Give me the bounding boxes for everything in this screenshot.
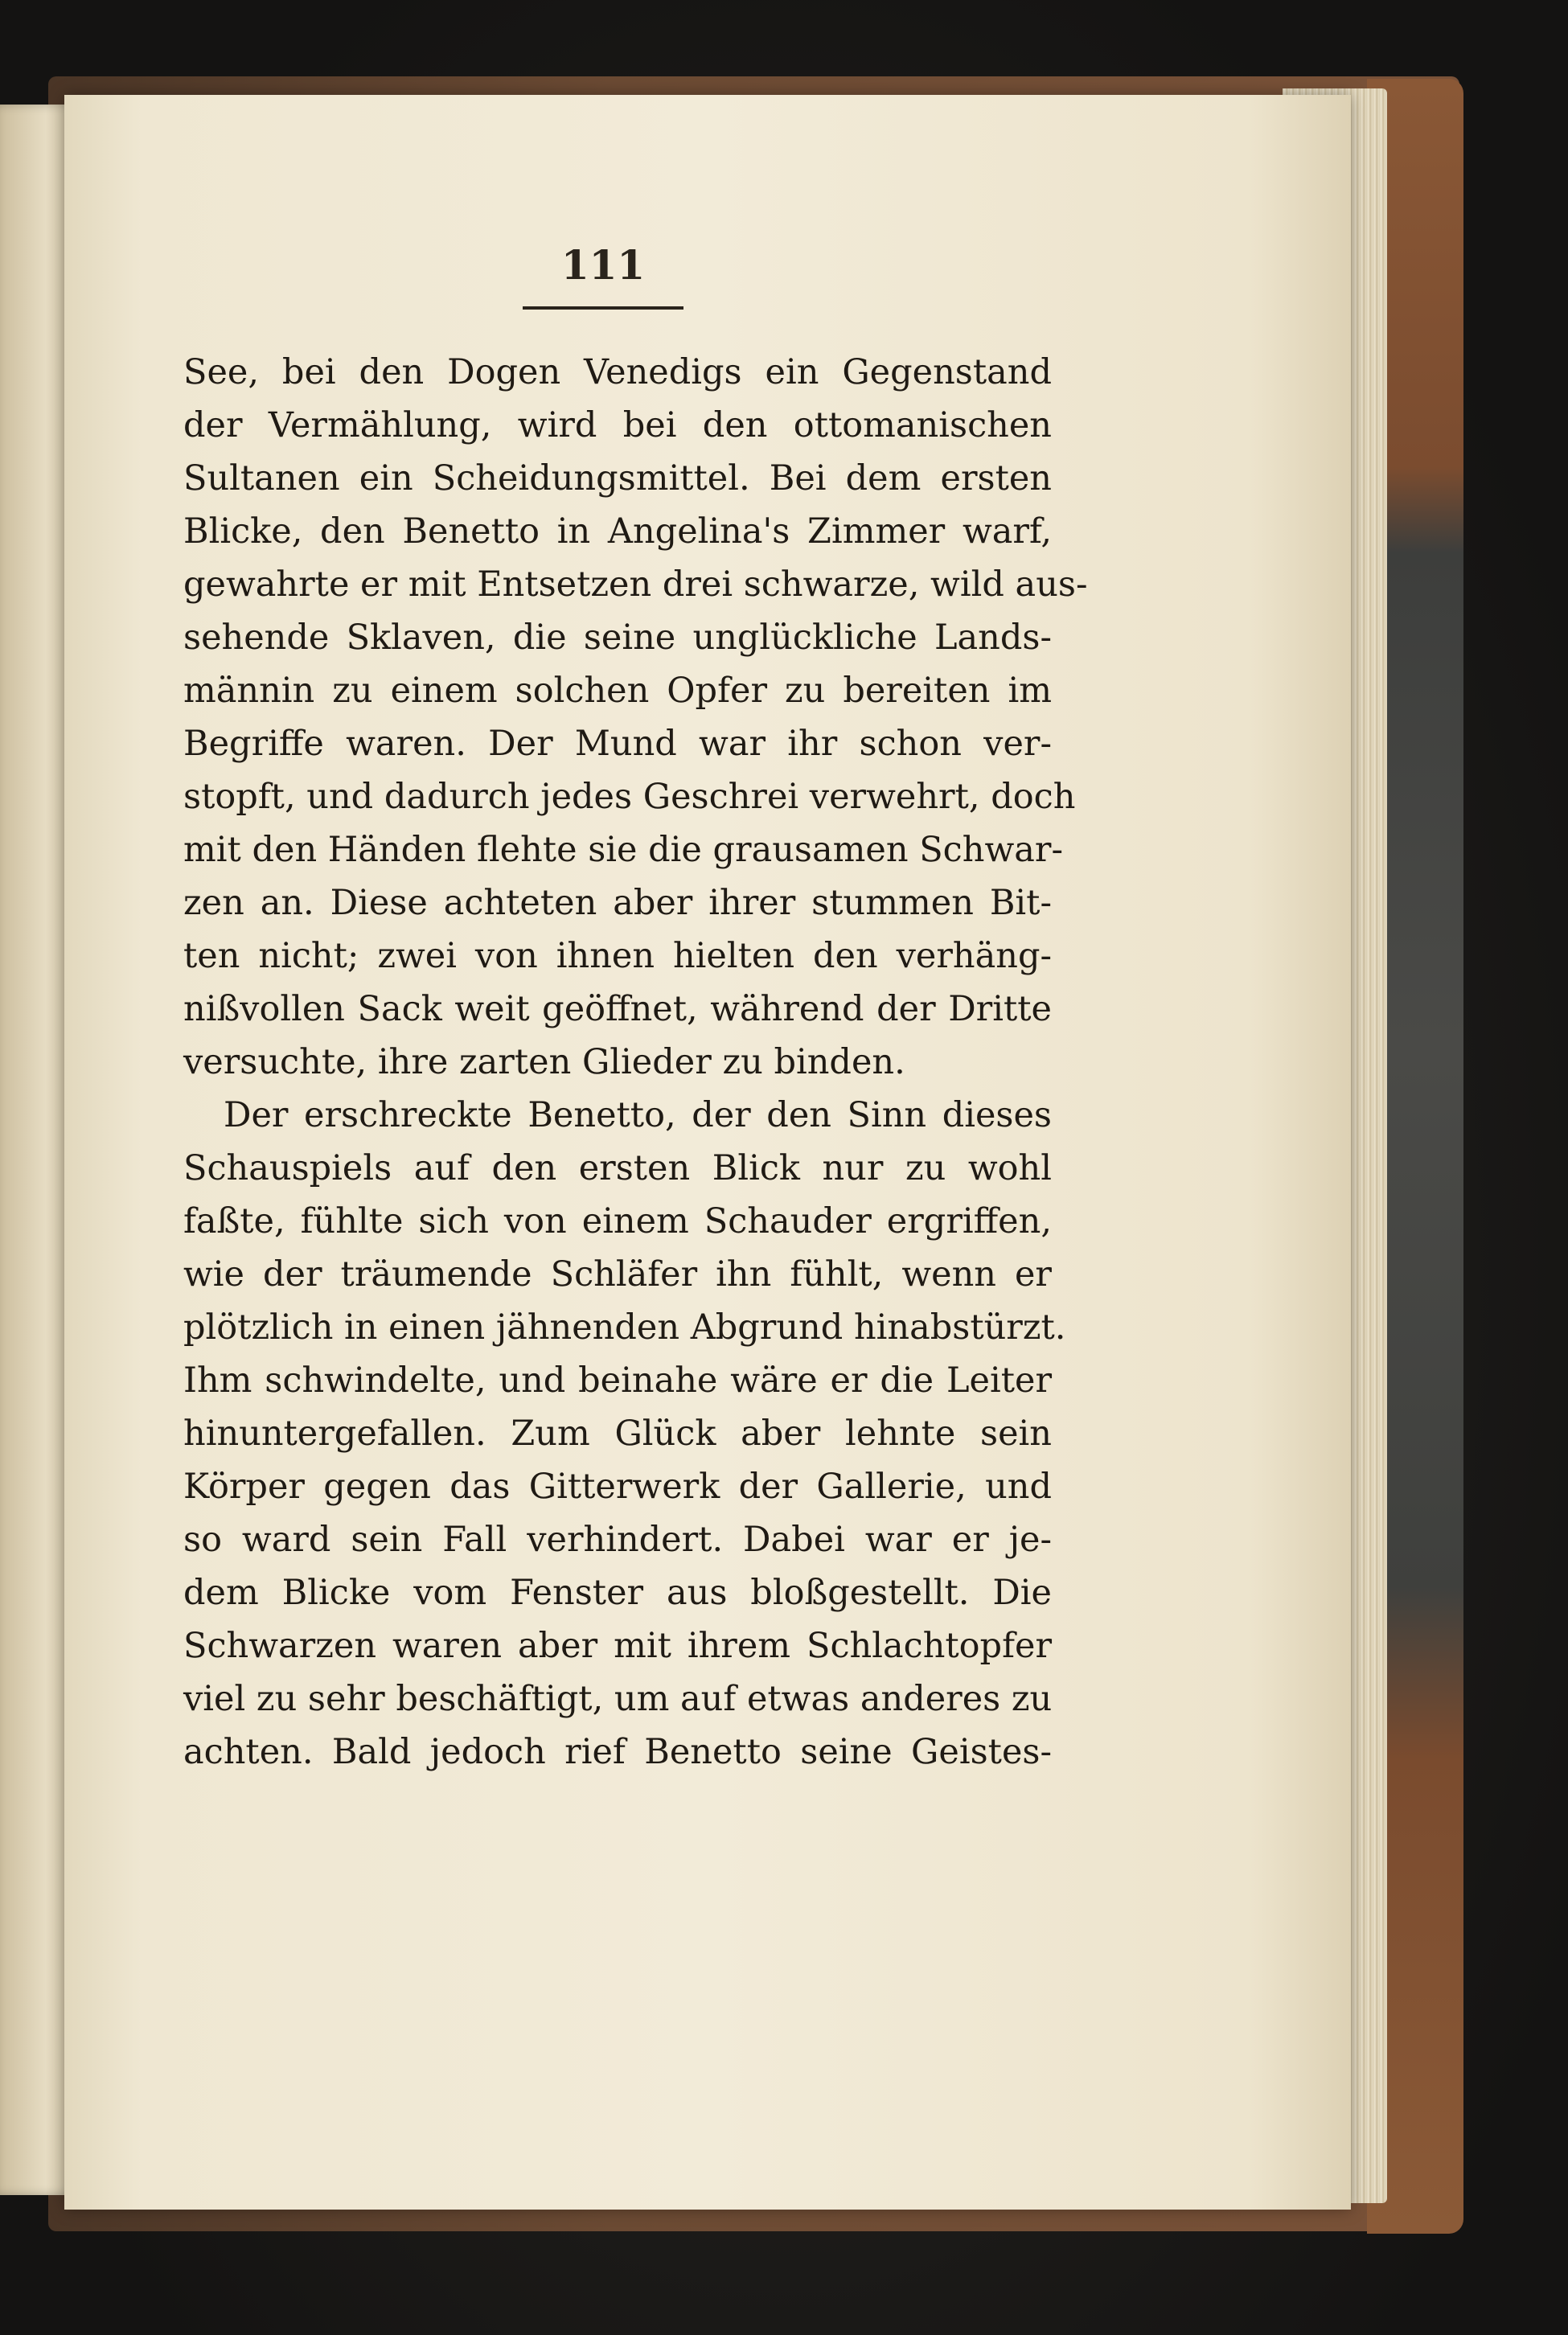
text-line: versuchte, ihre zarten Glieder zu binden. <box>183 1042 905 1082</box>
text-line: hinuntergefallen. Zum Glück aber lehnte sein <box>183 1414 1052 1454</box>
text-line: Sultanen ein Scheidungsmittel. Bei dem ersten <box>183 458 1052 499</box>
page-number-rule <box>523 306 683 310</box>
text-line: männin zu einem solchen Opfer zu bereiten im <box>183 671 1052 711</box>
text-line: gewahrte er mit Entsetzen drei schwarze, wild aus- <box>183 564 1088 605</box>
text-line: plötzlich in einen jähnenden Abgrund hinabstürzt. <box>183 1307 1066 1348</box>
text-line: ten nicht; zwei von ihnen hielten den verhäng- <box>183 936 1052 976</box>
text-line: achten. Bald jedoch rief Benetto seine Geistes- <box>183 1732 1052 1772</box>
text-line: faßte, fühlte sich von einem Schauder ergriffen, <box>183 1201 1052 1241</box>
text-line: mit den Händen flehte sie die grausamen Schwar- <box>183 830 1063 870</box>
text-line: nißvollen Sack weit geöffnet, während der Dritte <box>183 989 1052 1029</box>
text-line: Schwarzen waren aber mit ihrem Schlachtopfer <box>183 1626 1052 1666</box>
text-line: Schauspiels auf den ersten Blick nur zu wohl <box>183 1148 1052 1188</box>
text-line: wie der träumende Schläfer ihn fühlt, wenn er <box>183 1254 1052 1295</box>
text-line: Begriffe waren. Der Mund war ihr schon ver- <box>183 724 1052 764</box>
text-line: zen an. Diese achteten aber ihrer stummen Bit- <box>183 883 1052 923</box>
text-line: See, bei den Dogen Venedigs ein Gegenstand <box>183 352 1052 392</box>
text-line: Ihm schwindelte, und beinahe wäre er die Leiter <box>183 1360 1052 1401</box>
text-line: dem Blicke vom Fenster aus bloßgestellt. Die <box>183 1573 1052 1613</box>
body-text <box>183 346 1088 1779</box>
text-line: so ward sein Fall verhindert. Dabei war er je- <box>183 1520 1052 1560</box>
text-line: der Vermählung, wird bei den ottomanischen <box>183 405 1052 445</box>
text-line: Blicke, den Benetto in Angelina's Zimmer warf, <box>183 511 1052 552</box>
text-line: Der erschreckte Benetto, der den Sinn dieses <box>224 1095 1052 1135</box>
text-line: Körper gegen das Gitterwerk der Gallerie, und <box>183 1467 1052 1507</box>
text-line: stopft, und dadurch jedes Geschrei verwehrt, doch <box>183 777 1076 817</box>
text-line: sehende Sklaven, die seine unglückliche Lands- <box>183 618 1052 658</box>
page-number: 111 <box>560 241 646 289</box>
text-line: viel zu sehr beschäftigt, um auf etwas anderes zu <box>183 1679 1053 1719</box>
